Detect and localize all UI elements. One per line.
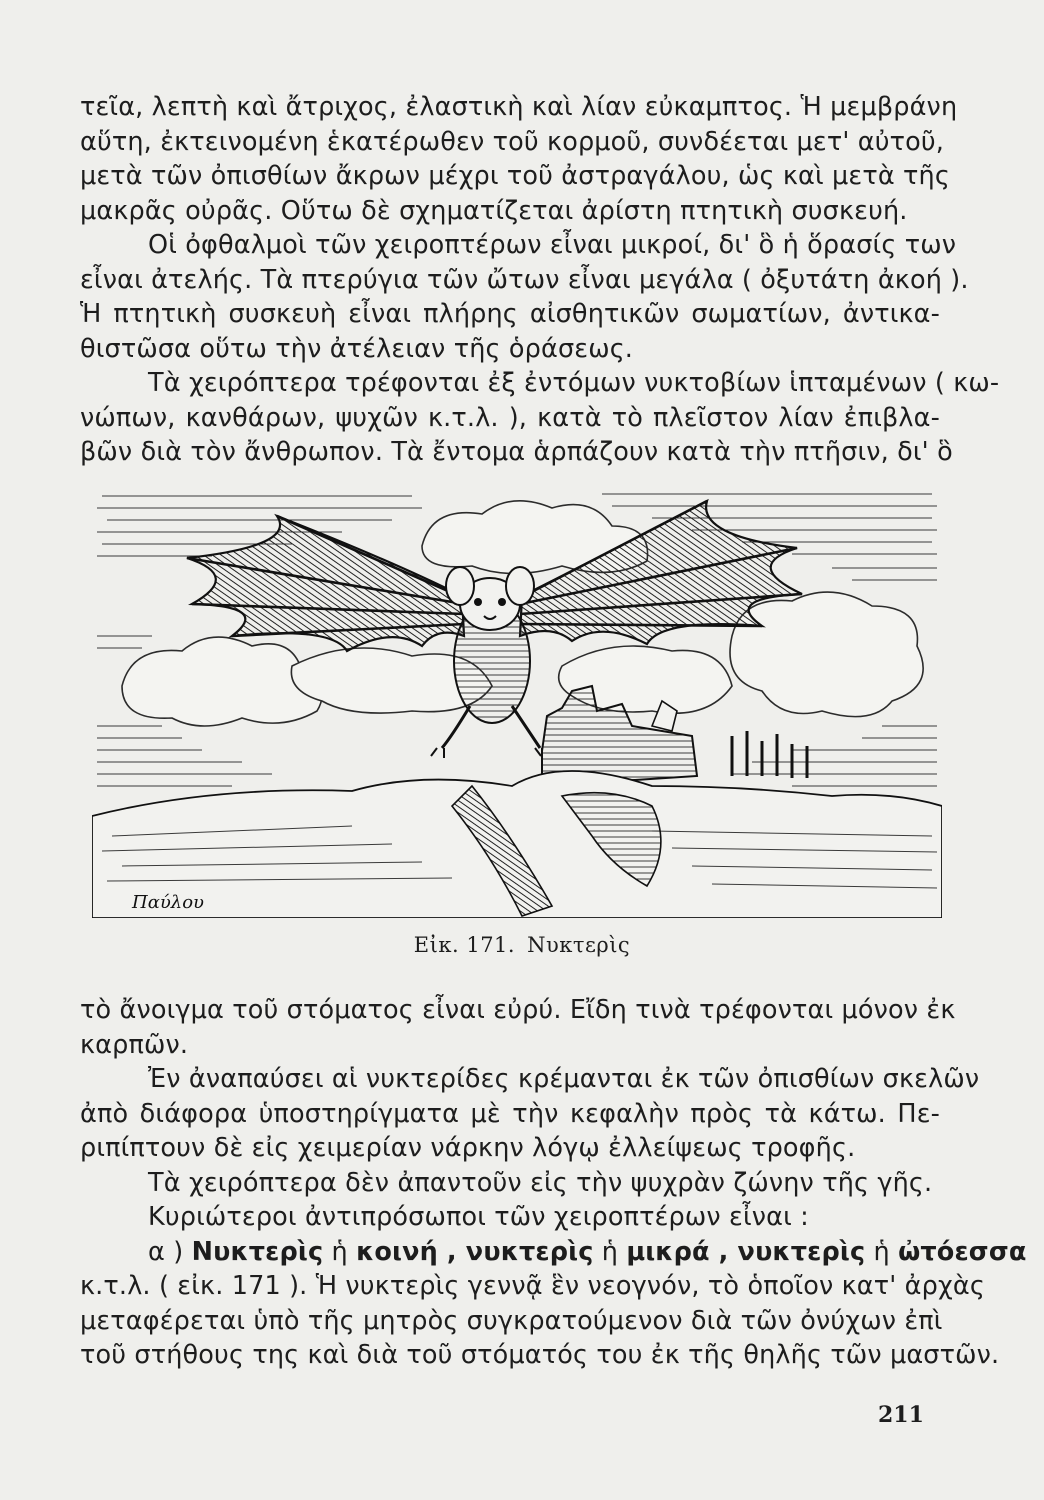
figure-title: Νυκτερὶς [527,933,631,957]
species-name: ὠτόεσσα [898,1236,1027,1267]
article: ἡ [865,1236,899,1267]
figure-number: Εἰκ. 171. [413,933,516,957]
species-line [80,1235,1027,1270]
text-line: τεῖα, λεπτὴ καὶ ἄτριχος, ἐλαστικὴ καὶ λίαν εὐκαμπτος. Ἡ μεμβράνη [80,92,958,122]
species-name: Νυκτερὶς [191,1236,324,1267]
article: ἡ [323,1236,357,1267]
text-line: βῶν διὰ τὸν ἄνθρωπον. Τὰ ἔντομα ἁρπάζουν κατὰ τὴν πτῆσιν, δι' ὃ [80,437,953,467]
text-line: Τὰ χειρόπτερα δὲν ἀπαντοῦν εἰς τὴν ψυχρὰν ζώνην τῆς γῆς. [148,1167,933,1198]
text-line: ριπίπτουν δὲ εἰς χειμερίαν νάρκην λόγῳ ἐλλείψεως τροφῆς. [80,1133,856,1163]
text-line: ἀπὸ διάφορα ὑποστηρίγματα μὲ τὴν κεφαλὴν πρὸς τὰ κάτω. Πε- [80,1098,940,1129]
text-line: Ἐν ἀναπαύσει αἱ νυκτερίδες κρέμανται ἐκ τῶν ὀπισθίων σκελῶν [148,1064,980,1094]
species-name: κοινή , νυκτερὶς [356,1236,594,1267]
text-line: θιστῶσα οὕτω τὴν ἀτέλειαν τῆς ὁράσεως. [80,333,634,364]
text-line: τοῦ στήθους της καὶ διὰ τοῦ στόματός του ἐκ τῆς θηλῆς τῶν μαστῶν. [80,1340,1000,1370]
text-line: νώπων, κανθάρων, ψυχῶν κ.τ.λ. ), κατὰ τὸ πλεῖστον λίαν ἐπιβλα- [80,402,940,433]
text-block-top [80,90,1000,470]
figure-caption [0,933,1044,957]
hills [92,771,942,918]
list-marker: α ) [148,1236,192,1267]
text-line: εἶναι ἀτελής. Τὰ πτερύγια τῶν ὤτων εἶναι μεγάλα ( ὀξυτάτη ἀκοή ). [80,264,969,295]
text-line: Οἱ ὀφθαλμοὶ τῶν χειροπτέρων εἶναι μικροί, δι' ὃ ἡ ὅρασίς των [148,230,957,260]
page-number: 211 [878,1402,924,1428]
text-line: Τὰ χειρόπτερα τρέφονται ἐξ ἐντόμων νυκτοβίων ἱπταμένων ( κω- [148,368,1000,398]
text-line: Ἡ πτητικὴ συσκευὴ εἶναι πλήρης αἰσθητικῶν σωματίων, ἀντικα- [80,299,940,329]
bat-engraving [92,486,942,918]
artist-signature: Παύλου [132,892,204,913]
text-line: κ.τ.λ. ( εἰκ. 171 ). Ἡ νυκτερὶς γεννᾷ ἓν νεογνόν, τὸ ὁποῖον κατ' ἀρχὰς [80,1271,985,1301]
text-line: καρπῶν. [80,1029,189,1060]
species-name: μικρά , νυκτερὶς [626,1236,866,1267]
text-line: μεταφέρεται ὑπὸ τῆς μητρὸς συγκρατούμενον διὰ τῶν ὀνύχων ἐπὶ [80,1305,943,1336]
text-line: τὸ ἄνοιγμα τοῦ στόματος εἶναι εὐρύ. Εἴδη τινὰ τρέφονται μόνον ἐκ [80,995,956,1025]
text-block-bottom [80,993,1027,1373]
bat-illustration [92,486,942,918]
article: ἡ [593,1236,627,1267]
text-line: μακρᾶς οὐρᾶς. Οὕτω δὲ σχηματίζεται ἀρίστη πτητικὴ συσκευή. [80,195,908,226]
text-line: Κυριώτεροι ἀντιπρόσωποι τῶν χειροπτέρων εἶναι : [148,1202,809,1232]
text-line: μετὰ τῶν ὀπισθίων ἄκρων μέχρι τοῦ ἀστραγάλου, ὡς καὶ μετὰ τῆς [80,161,950,191]
text-line: αὕτη, ἐκτεινομένη ἑκατέρωθεν τοῦ κορμοῦ, συνδέεται μετ' αὐτοῦ, [80,126,945,157]
